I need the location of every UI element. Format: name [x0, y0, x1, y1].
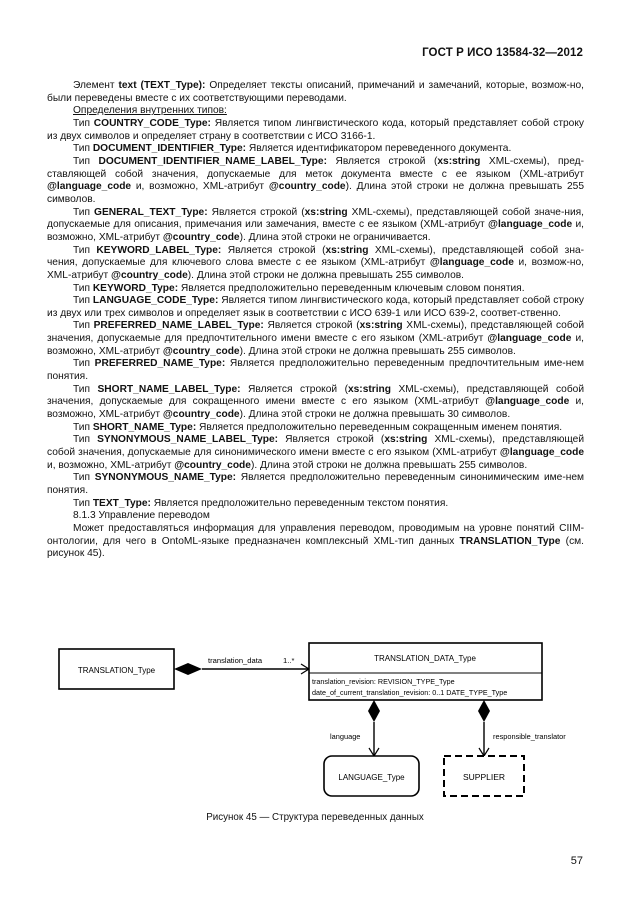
translation-data-type-title: TRANSLATION_DATA_Type: [374, 654, 476, 663]
bold-term: PREFERRED_NAME_LABEL_Type:: [93, 320, 264, 332]
paragraph: [47, 245, 584, 283]
text-run: Элемент: [73, 80, 119, 91]
text-run: XML-схемы), пред-ставляющей собой значения, допускаемые для меток документа вместе с ее языком (XML-атрибут: [47, 155, 584, 180]
bold-term: @country_code: [162, 345, 240, 357]
bold-term: @language_code: [47, 181, 132, 193]
text-run: Тип: [73, 244, 97, 256]
paragraph: [47, 80, 584, 105]
bold-term: xs:string: [384, 434, 428, 446]
text-run: Является типом лингвистического кода, который представляет собой строку из двух символов и определяет страну в соответствии с ИСО 3166-1.: [47, 117, 584, 142]
bold-term: DOCUMENT_IDENTIFIER_NAME_LABEL_Type:: [98, 155, 327, 167]
paragraph: [47, 422, 584, 435]
responsible-role-label: responsible_translator: [493, 732, 566, 741]
figure-caption: Рисунок 45 — Структура переведенных данных: [206, 812, 424, 823]
attribute-date-revision: date_of_current_translation_revision: 0..1 DATE_TYPE_Type: [312, 688, 508, 697]
bold-term: SYNONYMOUS_NAME_Type:: [94, 472, 237, 484]
bold-term: LANGUAGE_CODE_Type:: [92, 295, 219, 307]
text-run: Определяет тексты описаний, примечаний и замечаний, которые, возмож-но, были переведены вместе с их соответствующими переводами.: [47, 80, 584, 104]
translation-type-label: TRANSLATION_Type: [77, 666, 156, 675]
text-run: Тип: [73, 434, 98, 446]
bold-term: TEXT_Type:: [92, 497, 151, 509]
bold-term: xs:string: [325, 244, 369, 256]
bold-term: @country_code: [162, 409, 240, 421]
text-run: Тип: [73, 383, 98, 395]
paragraph: [47, 320, 584, 358]
text-run: Является предположительно переведенным ключевым словом понятия.: [178, 282, 525, 294]
text-run: ). Длина этой строки не ограничивается.: [239, 231, 431, 243]
text-run: Является строкой (: [221, 244, 326, 256]
multiplicity-label: 1..*: [283, 656, 295, 665]
text-run: Является строкой (: [326, 155, 438, 167]
text-run: Является типом лингвистического кода, который представляет собой строку из двух или трех символов и определяет язык в соответствии с ИСО 639-1 или ИСО 639-2, соответ-ственно.: [47, 295, 584, 319]
paragraph: [47, 498, 584, 511]
text-run: Тип: [73, 155, 99, 167]
text-run: и, возможно, XML-атрибут: [47, 459, 175, 471]
bold-term: DOCUMENT_IDENTIFIER_Type:: [92, 143, 247, 155]
text-run: XML-схемы), представляющей собой значения, допускаемые для синонимического имени вместе с его языком (XML-атрибут: [47, 434, 585, 459]
paragraph: [47, 207, 584, 245]
text-run: XML-схемы), представляющей собой значения, допускаемые для сокращенного имени вместе с его языком (XML-атрибут: [47, 383, 585, 408]
text-run: Тип: [73, 282, 93, 294]
text-run: Тип: [73, 117, 94, 129]
text-run: Является предположительно переведенным сокращенным именем понятия.: [196, 421, 563, 433]
bold-term: @country_code: [268, 181, 346, 193]
text-run: XML-схемы), представляющей собой зна-чения, допускаемые для ключевого слова вместе с ее языком (XML-атрибут: [47, 244, 585, 269]
paragraph: [47, 434, 584, 472]
bold-term: COUNTRY_CODE_Type:: [93, 117, 211, 129]
language-type-label: LANGUAGE_Type: [338, 773, 405, 782]
paragraph: [47, 295, 584, 320]
text-run: XML-схемы), представляющей собой значе-ния, допускаемые для описания, примечания или замечания, вместе с ее языком (XML-атрибут: [47, 206, 585, 231]
bold-term: xs:string: [347, 383, 391, 395]
text-run: и, возмож-но, XML-атрибут: [47, 257, 584, 281]
text-run: Тип: [73, 320, 94, 332]
composition-diamond: [174, 663, 202, 675]
text-run: Является идентификатором переведенного документа.: [246, 143, 512, 155]
bold-term: @language_code: [499, 447, 584, 459]
paragraph: [47, 358, 584, 383]
responsible-diamond: [478, 700, 490, 722]
bold-term: @language_code: [429, 257, 514, 269]
text-run: и, возможно, XML-атрибут: [47, 333, 584, 357]
page-number: 57: [570, 855, 583, 867]
text-run: ). Длина этой строки не должна превышать 30 символов.: [239, 409, 511, 421]
text-run: Тип: [73, 358, 95, 370]
text-run: Тип: [73, 497, 93, 509]
paragraph: [47, 510, 584, 523]
text-run: и, возможно, XML-атрибут: [47, 219, 584, 243]
bold-term: @country_code: [111, 269, 188, 281]
supplier-label: SUPPLIER: [462, 772, 506, 782]
bold-term: TRANSLATION_Type: [459, 535, 561, 547]
attribute-translation-revision: translation_revision: REVISION_TYPE_Type: [312, 677, 455, 686]
paragraph: [47, 143, 584, 156]
translation-data-label: translation_data: [208, 656, 263, 665]
paragraph: [47, 523, 584, 561]
bold-term: GENERAL_TEXT_Type:: [94, 206, 208, 218]
text-run: Является строкой (: [278, 434, 385, 446]
paragraph: [47, 105, 584, 118]
paragraph: [47, 283, 584, 296]
text-run: и, возможно, XML-атрибут: [131, 181, 269, 193]
bold-term: xs:string: [304, 206, 348, 218]
text-run: (см. рисунок 45).: [47, 535, 584, 560]
text-run: 8.1.3 Управление переводом: [73, 510, 210, 522]
text-run: Является строкой (: [263, 320, 360, 332]
bold-term: @language_code: [487, 333, 572, 345]
text-run: Является предположительно переведенным текстом понятия.: [150, 497, 449, 509]
text-run: Тип: [73, 206, 95, 218]
body-text: [47, 80, 584, 561]
bold-term: @country_code: [174, 459, 251, 471]
language-role-label: language: [330, 732, 361, 741]
bold-term: text (TEXT_Type):: [118, 80, 206, 91]
text-run: Тип: [73, 472, 95, 484]
text-run: Тип: [73, 421, 93, 433]
document-header: ГОСТ Р ИСО 13584-32—2012: [422, 47, 583, 59]
language-diamond: [368, 700, 380, 722]
paragraph: [47, 118, 584, 143]
bold-term: SHORT_NAME_Type:: [92, 421, 197, 433]
bold-term: PREFERRED_NAME_Type:: [94, 358, 226, 370]
bold-term: KEYWORD_Type:: [92, 282, 179, 294]
paragraph: [47, 472, 584, 497]
bold-term: @country_code: [162, 231, 240, 243]
text-run: ). Длина этой строки не должна превышать 255 символов.: [239, 345, 516, 357]
paragraph: [47, 156, 584, 207]
text-run: Определения внутренних типов:: [73, 105, 227, 117]
bold-term: xs:string: [437, 155, 481, 167]
text-run: ). Длина этой строки не должна превышать 255 символов.: [187, 269, 464, 281]
text-run: ). Длина этой строки не должна превышать 255 символов.: [250, 459, 528, 471]
text-run: Может предоставляться информация для управления переводом, проводимым на уровне понятий CIIM-онтологии, для чего в OntoML-языке предназначен комплексный XML-тип данных: [47, 522, 584, 547]
bold-term: @language_code: [485, 396, 570, 408]
bold-term: SHORT_NAME_LABEL_Type:: [97, 383, 241, 395]
text-run: Тип: [73, 295, 93, 307]
bold-term: SYNONYMOUS_NAME_LABEL_Type:: [97, 434, 279, 446]
text-run: ). Длина этой строки не должна превышать 255 символов.: [47, 181, 584, 205]
text-run: Является строкой (: [240, 383, 348, 395]
text-run: XML-схемы), представляющей собой значения, допускаемые для предпочтительного имени вместе с его языком (XML-атрибут: [47, 320, 585, 345]
bold-term: xs:string: [359, 320, 403, 332]
text-run: Тип: [73, 143, 93, 155]
text-run: Является строкой (: [207, 206, 305, 218]
text-run: Является предположительно переведенным синонимическим име-нем понятия.: [47, 472, 585, 496]
bold-term: KEYWORD_LABEL_Type:: [96, 244, 222, 256]
paragraph: [47, 384, 584, 422]
text-run: и, возможно, XML-атрибут: [47, 396, 584, 421]
text-run: Является предположительно переведенным предпочтительным име-нем понятия.: [47, 358, 584, 383]
bold-term: @language_code: [488, 219, 573, 231]
translation-diagram: [47, 636, 587, 806]
